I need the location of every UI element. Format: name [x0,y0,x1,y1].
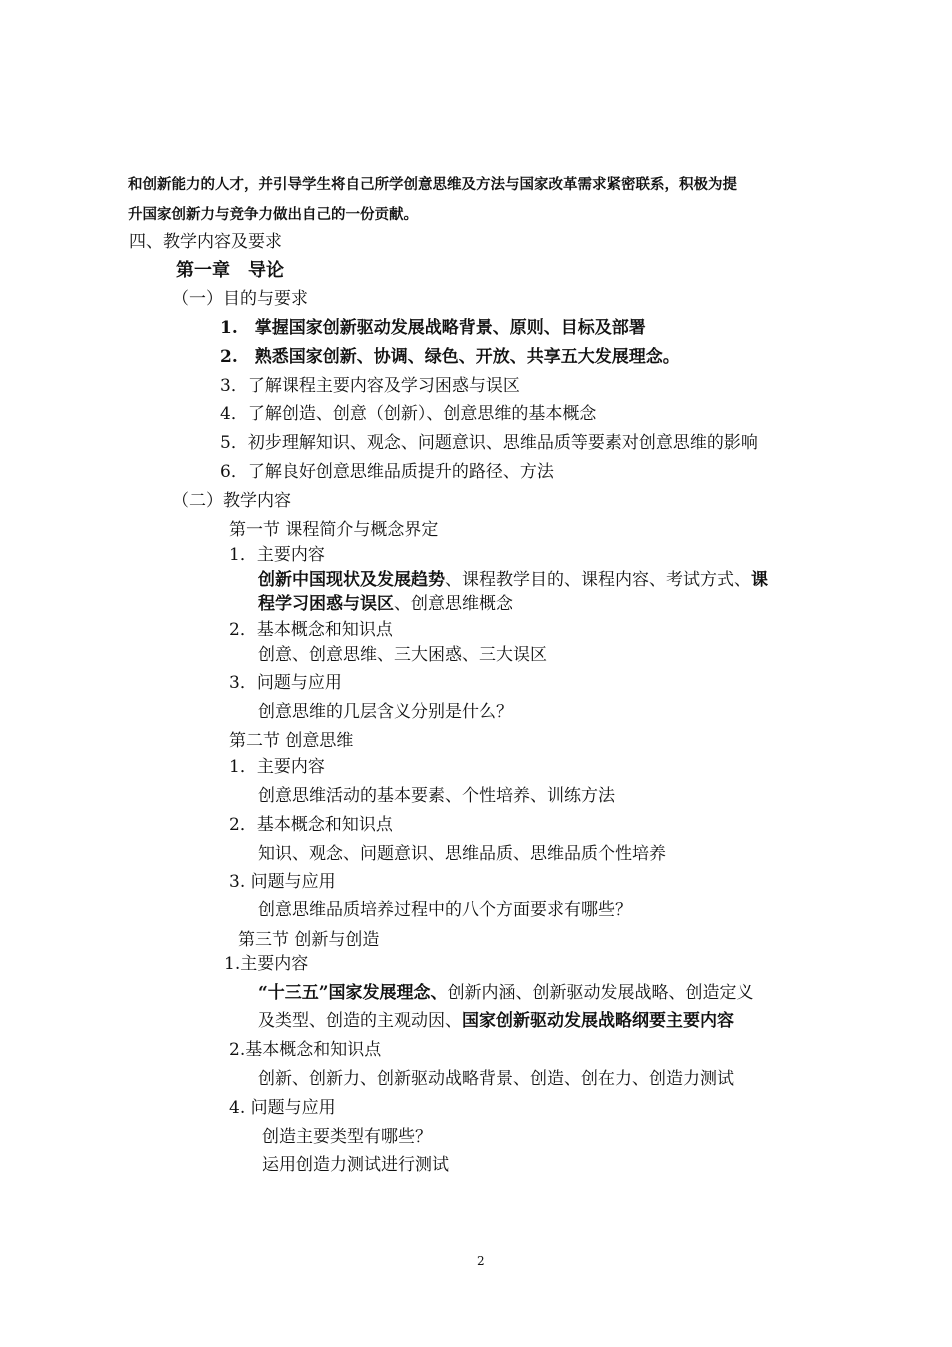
objectives-heading: （一）目的与要求 [172,289,308,309]
section-4-title: 四、教学内容及要求 [129,232,282,252]
section-2-title: 第二节 创意思维 [229,731,354,751]
s3-main-bold-1: “十三五”国家发展理念、 [258,983,448,1003]
s2-main: 创意思维活动的基本要素、个性培养、训练方法 [258,786,615,806]
s3-main-rest-1: 创新内涵、创新驱动发展战略、创造定义 [447,983,754,1003]
chapter-1-title: 第一章 导论 [176,260,284,281]
s1-main-bold-2: 课 [751,570,768,590]
intro-line-2: 升国家创新力与竞争力做出自己的一份贡献。 [128,206,418,223]
section-1-title: 第一节 课程简介与概念界定 [229,520,439,540]
s1-main-label: 1．主要内容 [229,545,325,565]
s3-main-line-1 [258,983,754,1003]
s3-concepts: 创新、创新力、创新驱动战略背景、创造、创在力、创造力测试 [258,1069,734,1089]
s1-main-rest-2: 、创意思维概念 [394,594,513,614]
objective-item-4: 4．了解创造、创意（创新）、创意思维的基本概念 [220,404,597,424]
objective-item-2: 2. 熟悉国家创新、协调、绿色、开放、共享五大发展理念。 [220,347,680,367]
s3-qa-1: 创造主要类型有哪些？ [262,1127,432,1147]
s1-main-rest-1: 、课程教学目的、课程内容、考试方式、 [445,570,751,590]
s3-main-label: 1.主要内容 [224,954,309,974]
s2-qa-label: 3. 问题与应用 [229,872,336,892]
content-heading: （二）教学内容 [172,491,291,511]
objective-item-1: 1. 掌握国家创新驱动发展战略背景、原则、目标及部署 [220,318,646,338]
s1-concepts-label: 2．基本概念和知识点 [229,620,393,640]
s2-concepts: 知识、观念、问题意识、思维品质、思维品质个性培养 [258,844,666,864]
s3-main-line-2 [258,1011,734,1031]
s1-qa: 创意思维的几层含义分别是什么？ [258,702,513,722]
s1-main-bold-3: 程学习困惑与误区 [258,594,394,614]
s1-concepts: 创意、创意思维、三大困惑、三大误区 [258,645,547,665]
objective-item-6: 6．了解良好创意思维品质提升的路径、方法 [220,462,554,482]
s3-qa-label: 4. 问题与应用 [229,1098,336,1118]
s1-main-bold-1: 创新中国现状及发展趋势 [258,570,445,590]
s3-main-bold-2: 国家创新驱动发展战略纲要主要内容 [462,1011,734,1031]
section-3-title: 第三节 创新与创造 [238,930,380,950]
objective-item-3: 3．了解课程主要内容及学习困惑与误区 [220,376,520,396]
objective-item-5: 5．初步理解知识、观念、问题意识、思维品质等要素对创意思维的影响 [220,433,758,453]
s2-qa: 创意思维品质培养过程中的八个方面要求有哪些？ [258,900,632,920]
s3-concepts-label: 2.基本概念和知识点 [229,1040,382,1060]
s1-main-line-2 [258,594,513,614]
s3-qa-2: 运用创造力测试进行测试 [262,1155,449,1175]
s3-main-rest-2: 及类型、创造的主观动因、 [258,1011,462,1031]
s2-concepts-label: 2．基本概念和知识点 [229,815,393,835]
s1-qa-label: 3．问题与应用 [229,673,342,693]
intro-line-1: 和创新能力的人才，并引导学生将自己所学创意思维及方法与国家改革需求紧密联系，积极为提 [128,176,737,193]
s1-main-line-1 [258,570,768,590]
s2-main-label: 1．主要内容 [229,757,325,777]
page-number: 2 [477,1254,485,1268]
